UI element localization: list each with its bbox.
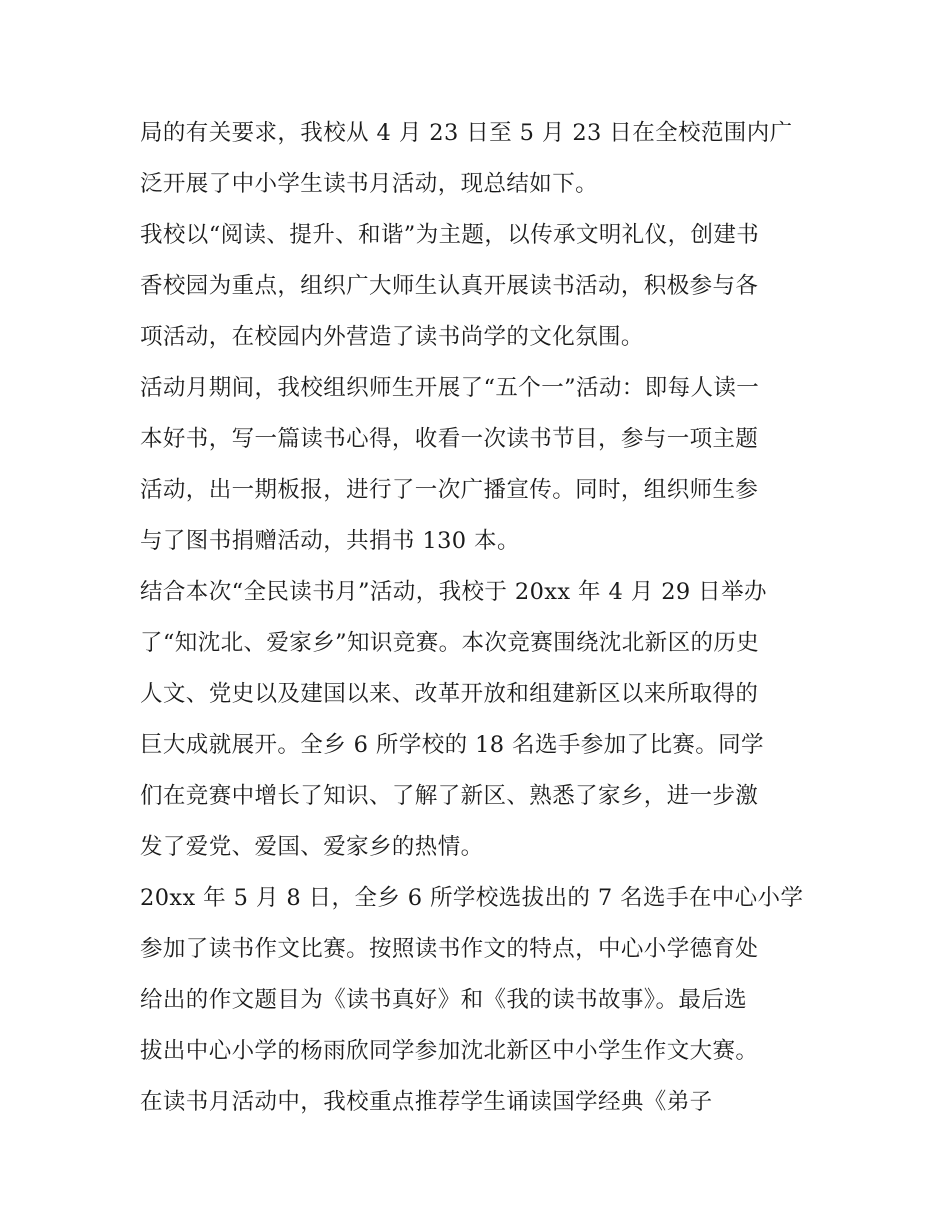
text-line: 巨大成就展开。全乡 6 所学校的 18 名选手参加了比赛。同学 <box>140 732 764 758</box>
text-line: 活动，出一期板报，进行了一次广播宣传。同时，组织师生参 <box>140 477 759 503</box>
text-line: 项活动，在校园内外营造了读书尚学的文化氛围。 <box>140 324 644 350</box>
text-line: 与了图书捐赠活动，共捐书 130 本。 <box>140 528 520 554</box>
text-line: 给出的作文题目为《读书真好》和《我的读书故事》。最后选 <box>140 987 748 1013</box>
text-line: 我校以“阅读、提升、和谐”为主题，以传承文明礼仪，创建书 <box>140 222 760 248</box>
text-line: 本好书，写一篇读书心得，收看一次读书节目，参与一项主题 <box>140 426 759 452</box>
text-line: 活动月期间，我校组织师生开展了“五个一”活动：即每人读一 <box>140 375 760 401</box>
text-line: 香校园为重点，组织广大师生认真开展读书活动，积极参与各 <box>140 273 759 299</box>
text-line: 人文、党史以及建国以来、改革开放和组建新区以来所取得的 <box>140 681 759 707</box>
text-line: 参加了读书作文比赛。按照读书作文的特点，中心小学德育处 <box>140 936 759 962</box>
text-line: 发了爱党、爱国、爱家乡的热情。 <box>140 834 484 860</box>
text-line: 们在竞赛中增长了知识、了解了新区、熟悉了家乡，进一步激 <box>140 783 759 809</box>
text-line: 在读书月活动中，我校重点推荐学生诵读国学经典《弟子 <box>140 1089 713 1115</box>
text-line: 20xx 年 5 月 8 日，全乡 6 所学校选拔出的 7 名选手在中心小学 <box>140 885 804 911</box>
document-body <box>140 108 820 1128</box>
text-line: 泛开展了中小学生读书月活动，现总结如下。 <box>140 171 599 197</box>
text-line: 结合本次“全民读书月”活动，我校于 20xx 年 4 月 29 日举办 <box>140 579 767 605</box>
text-line: 局的有关要求，我校从 4 月 23 日至 5 月 23 日在全校范围内广 <box>140 120 793 146</box>
text-line: 了“知沈北、爱家乡”知识竞赛。本次竞赛围绕沈北新区的历史 <box>140 630 760 656</box>
text-line: 拔出中心小学的杨雨欣同学参加沈北新区中小学生作文大赛。 <box>140 1038 759 1064</box>
